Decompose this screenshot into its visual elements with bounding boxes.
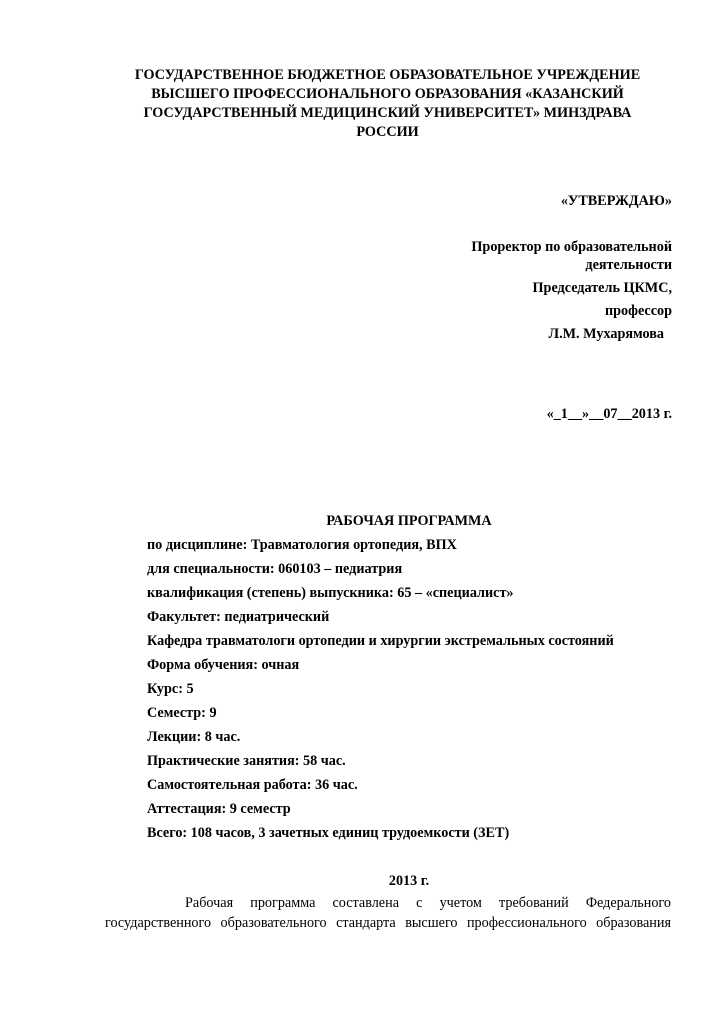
approval-rank-line: профессор <box>604 303 672 319</box>
program-details <box>147 536 614 848</box>
approval-date: «_1__»__07__2013 г. <box>546 406 672 422</box>
detail-attestation: Аттестация: 9 семестр <box>147 801 291 817</box>
body-paragraph-text: Рабочая программа составлена с учетом требований Федерального государственного образовательного стандарта высшего профессионального образования <box>105 895 671 931</box>
header-line-3: ГОСУДАРСТВЕННЫЙ МЕДИЦИНСКИЙ УНИВЕРСИТЕТ» МИНЗДРАВА <box>143 105 632 121</box>
approval-signatory <box>471 238 672 348</box>
detail-faculty: Факультет: педиатрический <box>147 609 330 625</box>
detail-lectures: Лекции: 8 час. <box>147 729 241 745</box>
approval-position-line-1: Проректор по образовательной <box>471 239 672 255</box>
approval-position-line-2: деятельности <box>585 257 672 273</box>
detail-study-form: Форма обучения: очная <box>147 657 300 673</box>
detail-self-study: Самостоятельная работа: 36 час. <box>147 777 358 793</box>
program-title: РАБОЧАЯ ПРОГРАММА <box>326 513 492 529</box>
approval-title: «УТВЕРЖДАЮ» <box>560 193 672 209</box>
header-line-1: ГОСУДАРСТВЕННОЕ БЮДЖЕТНОЕ ОБРАЗОВАТЕЛЬНОЕ УЧРЕЖДЕНИЕ <box>134 67 641 83</box>
detail-discipline: по дисциплине: Травматология ортопедия, ВПХ <box>147 537 457 553</box>
detail-specialty: для специальности: 060103 – педиатрия <box>147 561 403 577</box>
institution-header <box>105 66 670 142</box>
program-year: 2013 г. <box>388 873 430 889</box>
detail-total: Всего: 108 часов, 3 зачетных единиц трудоемкости (ЗЕТ) <box>147 825 510 841</box>
detail-department: Кафедра травматологи ортопедии и хирургии экстремальных состояний <box>147 633 614 649</box>
approval-name: Л.М. Мухарямова <box>548 326 664 342</box>
approval-chair-line: Председатель ЦКМС, <box>532 280 672 296</box>
header-line-2: ВЫСШЕГО ПРОФЕССИОНАЛЬНОГО ОБРАЗОВАНИЯ «КАЗАНСКИЙ <box>151 86 624 102</box>
header-line-4: РОССИИ <box>356 124 419 140</box>
detail-qualification: квалификация (степень) выпускника: 65 – «специалист» <box>147 585 514 601</box>
detail-practical: Практические занятия: 58 час. <box>147 753 346 769</box>
detail-course: Курс: 5 <box>147 681 194 697</box>
detail-semester: Семестр: 9 <box>147 705 217 721</box>
body-paragraph <box>105 893 671 933</box>
